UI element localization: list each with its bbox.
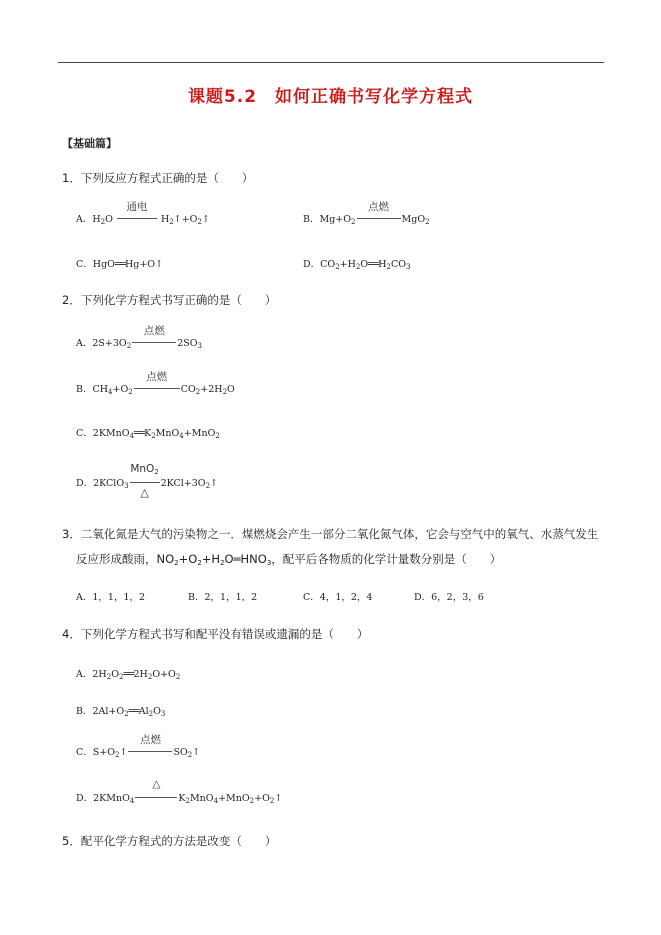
section-label: 【基础篇】 bbox=[62, 137, 117, 150]
formula-part: K bbox=[178, 793, 186, 804]
formula-part: H bbox=[378, 259, 387, 270]
formula-part: MnO bbox=[155, 428, 180, 439]
subscript: 2 bbox=[351, 218, 356, 226]
q3-option-b[interactable]: B．2，1，1，2 bbox=[188, 592, 258, 603]
subscript: 2 bbox=[115, 751, 120, 759]
subscript: 2 bbox=[124, 710, 129, 718]
q5-stem: 5．配平化学方程式的方法是改变（ ） bbox=[62, 834, 277, 848]
condition-text: 点燃 bbox=[143, 325, 165, 337]
condition-text: 点燃 bbox=[368, 201, 390, 213]
option-label: A． bbox=[76, 669, 93, 680]
q1-option-a[interactable] bbox=[76, 201, 210, 226]
formula-part: Mg+O bbox=[319, 214, 352, 225]
subscript: 2 bbox=[147, 673, 153, 681]
formula-part: 2H bbox=[133, 669, 148, 680]
subscript: 2 bbox=[174, 559, 179, 567]
formula-part: O bbox=[111, 669, 119, 680]
reaction-condition bbox=[130, 463, 160, 499]
formula-part: O+O bbox=[152, 669, 176, 680]
header-rule bbox=[58, 62, 604, 63]
formula-part: CH bbox=[92, 384, 109, 395]
subscript: 2 bbox=[222, 388, 228, 396]
formula-part: ↑ bbox=[201, 214, 210, 225]
subscript: 2 bbox=[269, 797, 275, 805]
formula-part: O bbox=[227, 384, 235, 395]
q3-stem-line1: 3．二氧化氮是大气的污染物之一．煤燃烧会产生一部分二氧化氮气体，它会与空气中的氧气、水蒸气发生 bbox=[62, 527, 599, 541]
formula-part: HgO bbox=[92, 259, 115, 270]
equals-sign: ══ bbox=[128, 706, 139, 717]
q4-option-c[interactable] bbox=[76, 734, 201, 759]
subscript: 4 bbox=[179, 432, 184, 440]
equals-sign: ══ bbox=[368, 259, 379, 270]
subscript: 4 bbox=[213, 797, 219, 805]
subscript: 2 bbox=[335, 263, 340, 271]
formula-part: 2S+3O bbox=[92, 338, 127, 349]
formula-part: CO bbox=[390, 259, 407, 270]
q3-option-d[interactable]: D．6，2，3，6 bbox=[414, 592, 484, 603]
option-label: C． bbox=[76, 747, 93, 758]
formula-part: 2SO bbox=[177, 338, 198, 349]
q4-option-d[interactable] bbox=[76, 778, 283, 805]
subscript: 2 bbox=[205, 482, 211, 490]
subscript: 2 bbox=[118, 673, 124, 681]
subscript: 2 bbox=[151, 432, 156, 440]
subscript: 2 bbox=[425, 218, 430, 226]
subscript: 4 bbox=[129, 797, 135, 805]
q1-option-d[interactable] bbox=[303, 256, 411, 270]
subscript: 2 bbox=[197, 559, 202, 567]
q2-option-d[interactable] bbox=[76, 463, 219, 499]
subscript: 2 bbox=[154, 468, 159, 476]
formula-part: Hg+O↑ bbox=[124, 259, 164, 270]
formula-part: O bbox=[153, 706, 161, 717]
subscript: 2 bbox=[355, 263, 361, 271]
reaction-condition bbox=[135, 778, 177, 804]
subscript: 2 bbox=[185, 797, 190, 805]
condition-text: 点燃 bbox=[146, 371, 168, 383]
subscript: 3 bbox=[124, 482, 129, 490]
subscript: 2 bbox=[175, 673, 181, 681]
q2-stem: 2．下列化学方程式书写正确的是（ ） bbox=[62, 293, 277, 307]
equals-sign: ══ bbox=[134, 428, 145, 439]
subscript: 2 bbox=[169, 218, 174, 226]
formula-part: ↑ bbox=[192, 747, 201, 758]
formula-part: Al bbox=[138, 706, 149, 717]
formula-part: 2Al+O bbox=[92, 706, 125, 717]
formula-part: 2KMnO bbox=[93, 793, 130, 804]
reaction-condition bbox=[132, 325, 176, 349]
subscript: 2 bbox=[187, 751, 193, 759]
formula-part: MgO bbox=[401, 214, 426, 225]
reaction-condition bbox=[117, 201, 157, 225]
q2-option-b[interactable] bbox=[76, 371, 235, 396]
subscript: 2 bbox=[106, 673, 112, 681]
q1-option-b[interactable] bbox=[303, 201, 430, 226]
subscript: 3 bbox=[160, 710, 166, 718]
formula-part: +H bbox=[339, 259, 356, 270]
option-label: D． bbox=[76, 793, 94, 804]
formula-part: 2H bbox=[92, 669, 107, 680]
stem-text: 反应形成酸雨，NO bbox=[76, 552, 175, 566]
subscript: 2 bbox=[386, 263, 391, 271]
option-label: A． bbox=[76, 214, 93, 225]
formula-part: H bbox=[92, 214, 101, 225]
equals-sign: ══ bbox=[114, 259, 125, 270]
subscript: 3 bbox=[266, 559, 272, 567]
formula-part: 2KMnO bbox=[92, 428, 130, 439]
formula-part: ↑ bbox=[210, 478, 219, 489]
formula-part: CO bbox=[320, 259, 336, 270]
formula-part: ↑ bbox=[274, 793, 283, 804]
q4-option-a[interactable] bbox=[76, 666, 180, 680]
formula-part: S+O bbox=[92, 747, 116, 758]
formula-part: ↑+O bbox=[173, 214, 198, 225]
q1-stem: 1．下列反应方程式正确的是（ ） bbox=[62, 171, 254, 185]
equals-sign: ══ bbox=[123, 669, 134, 680]
stem-text: +O bbox=[178, 552, 198, 566]
q1-option-c[interactable] bbox=[76, 256, 163, 270]
subscript: 2 bbox=[215, 432, 220, 440]
q3-option-c[interactable]: C．4，1，2，4 bbox=[303, 592, 373, 603]
option-label: B． bbox=[76, 706, 93, 717]
q4-stem: 4．下列化学方程式书写和配平没有错误或遗漏的是（ ） bbox=[62, 627, 369, 641]
formula-part: +2H bbox=[200, 384, 223, 395]
subscript: 2 bbox=[195, 388, 201, 396]
q3-option-a[interactable]: A．1，1，1，2 bbox=[76, 592, 146, 603]
q3-stem-line2 bbox=[76, 551, 501, 567]
subscript: 2 bbox=[249, 797, 255, 805]
stem-text: ，配平后各物质的化学计量数分别是（ ） bbox=[271, 552, 502, 566]
condition-text: 点燃 bbox=[139, 734, 161, 746]
formula-part: H bbox=[161, 214, 170, 225]
option-label: A． bbox=[76, 338, 93, 349]
formula-part: 2KCl+3O bbox=[160, 478, 206, 489]
heat-symbol: △ bbox=[152, 778, 161, 790]
subscript: 2 bbox=[197, 218, 202, 226]
option-label: B． bbox=[76, 384, 93, 395]
formula-part: ↑ bbox=[119, 747, 128, 758]
formula-part: MnO bbox=[189, 793, 214, 804]
subscript: 2 bbox=[148, 710, 154, 718]
condition-text: MnO bbox=[130, 463, 155, 475]
option-label: C． bbox=[76, 259, 93, 270]
q4-option-b[interactable] bbox=[76, 703, 165, 717]
reaction-condition bbox=[128, 734, 172, 758]
stem-text: +H bbox=[201, 552, 221, 566]
reaction-condition bbox=[134, 371, 180, 395]
subscript: 3 bbox=[406, 263, 411, 271]
subscript: 4 bbox=[129, 432, 135, 440]
formula-part: +MnO bbox=[218, 793, 250, 804]
subscript: 2 bbox=[126, 342, 132, 350]
formula-part: K bbox=[144, 428, 152, 439]
condition-text: 通电 bbox=[126, 201, 148, 213]
formula-part: CO bbox=[180, 384, 196, 395]
q2-option-c[interactable] bbox=[76, 425, 220, 439]
heat-symbol: △ bbox=[140, 486, 149, 499]
catalyst-text bbox=[130, 463, 160, 475]
subscript: 4 bbox=[108, 388, 113, 396]
option-label: D． bbox=[76, 478, 94, 489]
q2-option-a[interactable] bbox=[76, 325, 203, 350]
subscript: 3 bbox=[197, 342, 203, 350]
formula-part: +O bbox=[254, 793, 270, 804]
formula-part: 2KClO bbox=[93, 478, 125, 489]
page-title: 课题5.2 如何正确书写化学方程式 bbox=[187, 87, 474, 107]
formula-part: +MnO bbox=[183, 428, 216, 439]
formula-part: SO bbox=[173, 747, 188, 758]
option-label: B． bbox=[303, 214, 320, 225]
option-label: D． bbox=[303, 259, 321, 270]
formula-part: O bbox=[105, 214, 113, 225]
subscript: 2 bbox=[220, 559, 225, 567]
subscript: 2 bbox=[128, 388, 133, 396]
subscript: 2 bbox=[100, 218, 106, 226]
formula-part: +O bbox=[112, 384, 129, 395]
stem-text: O═HNO bbox=[224, 552, 267, 566]
option-label: C． bbox=[76, 428, 93, 439]
formula-part: O bbox=[360, 259, 369, 270]
reaction-condition bbox=[357, 201, 401, 225]
